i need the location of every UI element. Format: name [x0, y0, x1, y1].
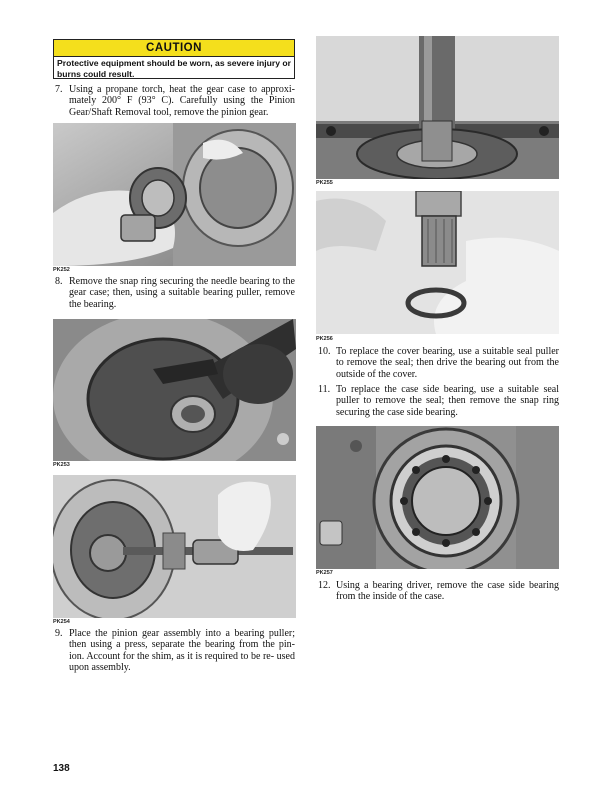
- step-number: 7.: [55, 84, 63, 95]
- step-number: 8.: [55, 276, 63, 287]
- caution-text: Protective equipment should be worn, as severe injury or burns could result.: [57, 58, 292, 79]
- step-number: 11.: [318, 384, 331, 395]
- caution-box: [53, 39, 295, 79]
- step-text: Place the pinion gear assembly into a bearing puller; then using a press, separate the bearing from the pin- ion. Account for the shim, as it is required to be re- used upon assembly.: [69, 628, 295, 674]
- photo-pinion-shim: [316, 191, 559, 334]
- page-number: 138: [53, 763, 70, 774]
- photo-caption: PK256: [316, 336, 333, 342]
- step-7: [55, 84, 295, 118]
- photo-pinion-gear-removal: [53, 123, 296, 266]
- step-number: 12.: [318, 580, 331, 591]
- caution-title: CAUTION: [54, 40, 294, 57]
- step-text: Using a propane torch, heat the gear case to approxi- mately 200° F (93° C). Carefully using the Pinion Gear/Shaft Removal tool, remove the pinion gear.: [69, 84, 295, 118]
- photo-caption: PK252: [53, 267, 70, 273]
- photo-case-side-bearing: [316, 426, 559, 569]
- step-text: Remove the snap ring securing the needle bearing to the gear case; then, using a suitable bearing puller, remove the bearing.: [69, 276, 295, 310]
- step-text: To replace the cover bearing, use a suitable seal puller to remove the seal; then drive the bearing out from the outside of the cover.: [336, 346, 559, 380]
- photo-slide-hammer: [53, 475, 296, 618]
- step-10: [318, 346, 559, 380]
- step-11: [318, 384, 559, 418]
- step-8: [55, 276, 295, 310]
- photo-needle-bearing-puller: [53, 319, 296, 461]
- photo-caption: PK255: [316, 180, 333, 186]
- photo-caption: PK257: [316, 570, 333, 576]
- step-12: [318, 580, 559, 603]
- photo-bearing-press: [316, 36, 559, 179]
- step-number: 9.: [55, 628, 63, 639]
- step-number: 10.: [318, 346, 331, 357]
- step-9: [55, 628, 295, 674]
- step-text: To replace the case side bearing, use a suitable seal puller to remove the seal; then remove the snap ring securing the case side bearing.: [336, 384, 559, 418]
- step-text: Using a bearing driver, remove the case side bearing from the inside of the case.: [336, 580, 559, 603]
- photo-caption: PK253: [53, 462, 70, 468]
- photo-caption: PK254: [53, 619, 70, 625]
